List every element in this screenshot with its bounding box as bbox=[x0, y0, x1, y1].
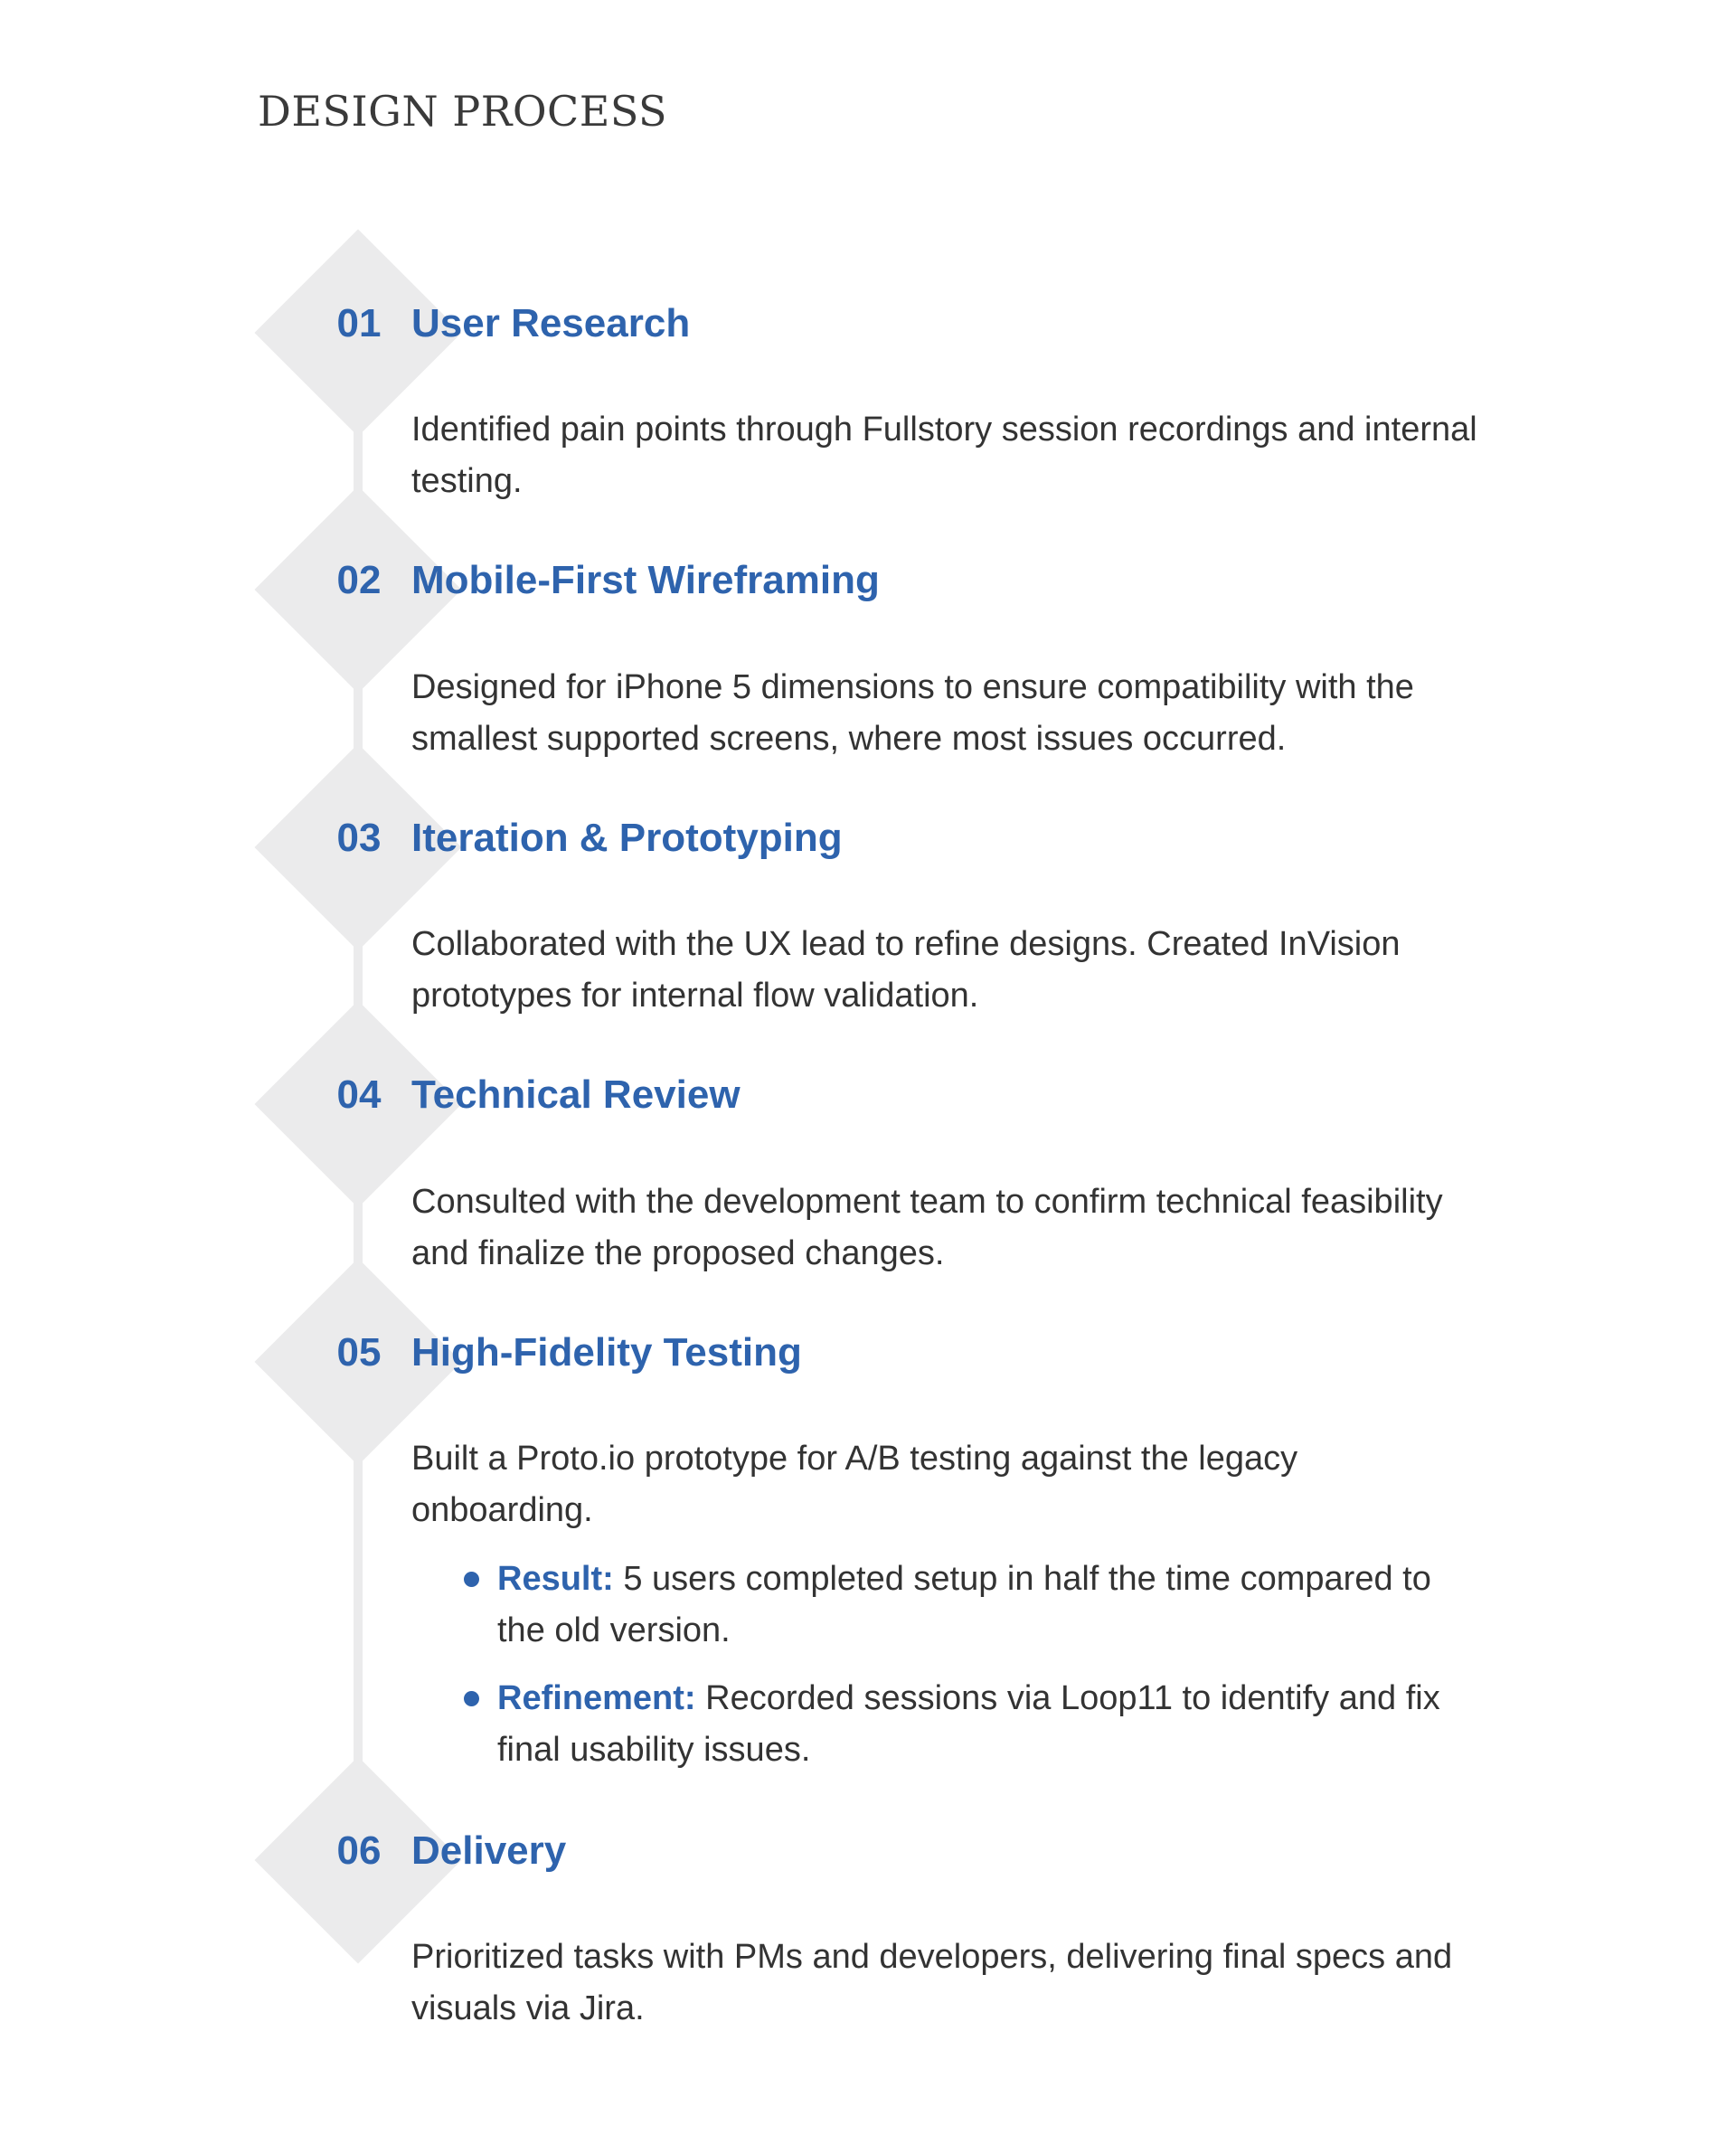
step-number: 01 bbox=[336, 301, 382, 345]
step-description: Prioritized tasks with PMs and developers, delivering final specs and visuals via Jira. bbox=[411, 1938, 1453, 2027]
step-title: Mobile-First Wireframing bbox=[411, 558, 880, 602]
page-title: DESIGN PROCESS bbox=[258, 87, 668, 136]
step-number: 04 bbox=[336, 1072, 382, 1117]
step-description: Identified pain points through Fullstory session recordings and internal testing. bbox=[411, 411, 1477, 500]
bullet-label: Result: bbox=[497, 1560, 614, 1598]
step-title: Technical Review bbox=[411, 1072, 741, 1117]
step-number: 06 bbox=[336, 1828, 382, 1873]
list-item bbox=[497, 1673, 1474, 1776]
bullet-text: 5 users completed setup in half the time compared to the old version. bbox=[497, 1560, 1431, 1649]
result-list bbox=[497, 1554, 1474, 1792]
step-description: Consulted with the development team to confirm technical feasibility and finalize the proposed changes. bbox=[411, 1183, 1443, 1272]
bullet-icon bbox=[464, 1691, 479, 1706]
bullet-icon bbox=[464, 1572, 479, 1587]
bullet-label: Refinement: bbox=[497, 1679, 696, 1717]
step-description: Collaborated with the UX lead to refine designs. Created InVision prototypes for internal flow validation. bbox=[411, 925, 1401, 1015]
step-number: 02 bbox=[336, 558, 382, 602]
step-title: Iteration & Prototyping bbox=[411, 816, 843, 860]
step-number: 03 bbox=[336, 816, 382, 860]
step-description: Designed for iPhone 5 dimensions to ensure compatibility with the smallest supported screens, where most issues occurred. bbox=[411, 668, 1414, 758]
bullet-text: Recorded sessions via Loop11 to identify and fix final usability issues. bbox=[497, 1679, 1440, 1769]
step-title: Delivery bbox=[411, 1828, 567, 1873]
step-title: User Research bbox=[411, 301, 691, 345]
step-description: Built a Proto.io prototype for A/B testing against the legacy onboarding. bbox=[411, 1440, 1298, 1529]
list-item bbox=[497, 1554, 1474, 1657]
step-number: 05 bbox=[336, 1330, 382, 1375]
step-title: High-Fidelity Testing bbox=[411, 1330, 802, 1375]
